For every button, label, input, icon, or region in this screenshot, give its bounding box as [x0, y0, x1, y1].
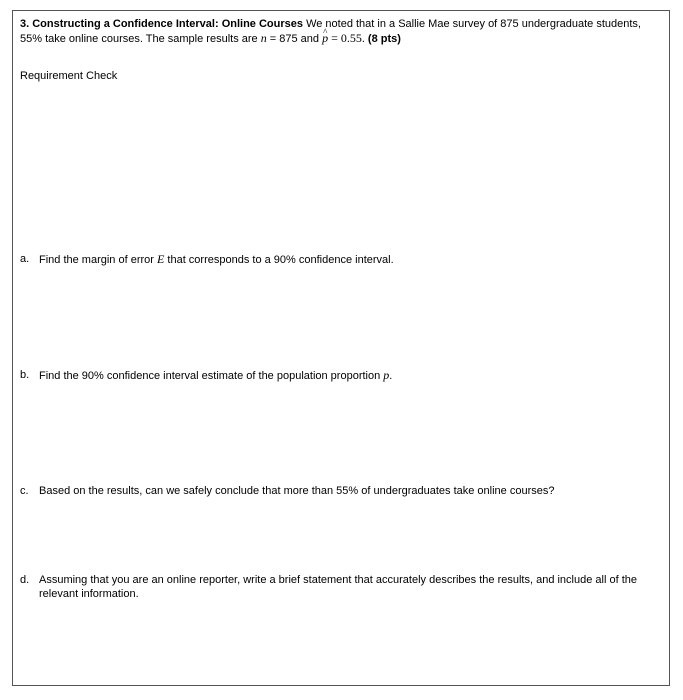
- requirement-check-label: Requirement Check: [20, 70, 118, 82]
- part-b-text-before: Find the 90% confidence interval estimate of the population proportion: [39, 370, 384, 382]
- n-symbol: n: [260, 31, 267, 45]
- problem-title: 3. Constructing a Confidence Interval: Online Courses: [20, 18, 303, 30]
- part-b-text-after: .: [389, 370, 393, 382]
- part-b-symbol: p: [383, 368, 390, 382]
- part-a-symbol: E: [157, 252, 165, 266]
- p-hat-symbol: ^ p: [322, 31, 328, 45]
- problem-statement: [20, 17, 660, 46]
- problem-intro: We noted that in a Sallie Mae survey of 875 undergraduate students, 55% take online courses. The sample results are: [20, 18, 641, 45]
- part-a-letter: a.: [20, 253, 30, 265]
- part-b-letter: b.: [20, 369, 30, 381]
- part-b-text: [39, 368, 654, 383]
- part-a-text: [39, 252, 654, 267]
- points-label: (8 pts): [367, 33, 401, 45]
- n-value: = 875 and: [266, 33, 323, 45]
- part-c-text: Based on the results, can we safely conclude that more than 55% of undergraduates take online courses?: [39, 485, 555, 497]
- part-a-text-before: Find the margin of error: [39, 254, 157, 266]
- p-hat-value: = 0.55.: [328, 31, 365, 45]
- part-c-letter: c.: [20, 485, 29, 497]
- part-d-text: Assuming that you are an online reporter, write a brief statement that accurately describes the results, and include all of the relevant information.: [39, 574, 637, 600]
- question-frame: [12, 10, 670, 686]
- part-d-letter: d.: [20, 574, 30, 586]
- part-a-text-after: that corresponds to a 90% confidence interval.: [164, 254, 394, 266]
